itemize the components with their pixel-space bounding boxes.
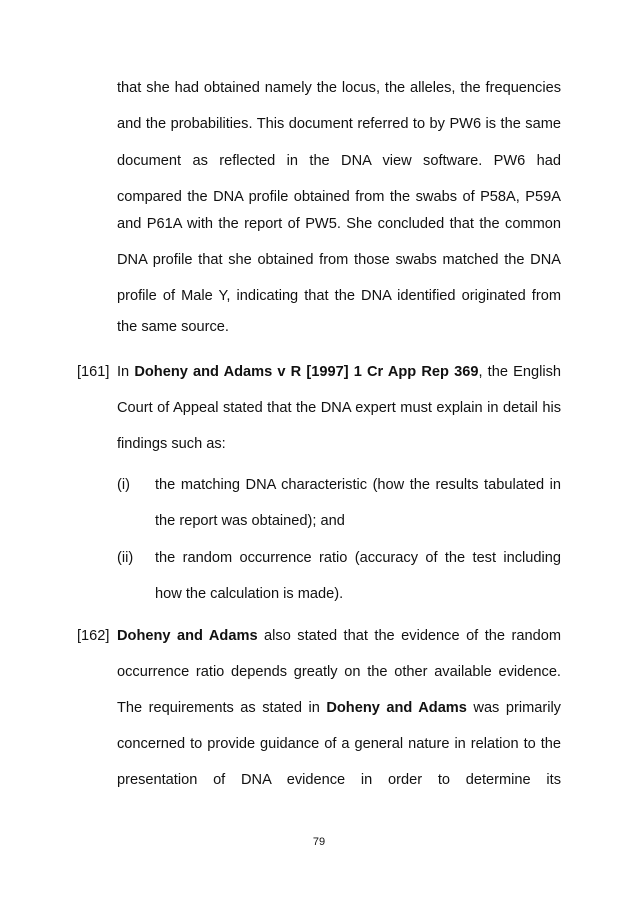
body-line: the same source. bbox=[117, 319, 229, 335]
body-text: also stated that the evidence of the random bbox=[257, 628, 561, 644]
body-line: that she had obtained namely the locus, the alleles, the frequencies bbox=[117, 80, 561, 96]
list-item-line: the matching DNA characteristic (how the results tabulated in bbox=[155, 477, 561, 493]
body-line: occurrence ratio depends greatly on the other available evidence. bbox=[117, 664, 561, 680]
body-line: document as reflected in the DNA view software. PW6 had bbox=[117, 153, 561, 169]
body-line: profile of Male Y, indicating that the DNA identified originated from bbox=[117, 288, 561, 304]
body-text: In bbox=[117, 364, 135, 380]
case-citation: Doheny and Adams v R [1997] 1 Cr App Rep 369 bbox=[134, 364, 479, 380]
list-item-line: the random occurrence ratio (accuracy of the test including bbox=[155, 550, 561, 566]
list-item-label: (ii) bbox=[117, 550, 134, 566]
body-line: concerned to provide guidance of a general nature in relation to the bbox=[117, 736, 561, 752]
body-line: compared the DNA profile obtained from the swabs of P58A, P59A bbox=[117, 189, 561, 205]
body-line: findings such as: bbox=[117, 436, 226, 452]
body-line: and the probabilities. This document referred to by PW6 is the same bbox=[117, 116, 561, 132]
list-item-line: how the calculation is made). bbox=[155, 586, 344, 602]
case-citation: Doheny and Adams bbox=[117, 628, 258, 644]
body-text: , the English bbox=[478, 364, 561, 380]
body-line: Court of Appeal stated that the DNA expert must explain in detail his bbox=[117, 400, 561, 416]
page-number: 79 bbox=[312, 836, 326, 848]
body-text: The requirements as stated in bbox=[117, 700, 327, 716]
body-line bbox=[117, 698, 561, 718]
body-line: and P61A with the report of PW5. She concluded that the common bbox=[117, 216, 561, 232]
list-item-label: (i) bbox=[117, 477, 130, 493]
body-line: presentation of DNA evidence in order to determine its bbox=[117, 772, 561, 788]
paragraph-number: [162] bbox=[77, 628, 110, 644]
body-line bbox=[117, 626, 561, 646]
list-item-line: the report was obtained); and bbox=[155, 513, 345, 529]
body-text: was primarily bbox=[466, 700, 561, 716]
body-line: DNA profile that she obtained from those swabs matched the DNA bbox=[117, 252, 561, 268]
body-line bbox=[117, 362, 561, 382]
paragraph-number: [161] bbox=[77, 364, 110, 380]
case-citation: Doheny and Adams bbox=[326, 700, 467, 716]
